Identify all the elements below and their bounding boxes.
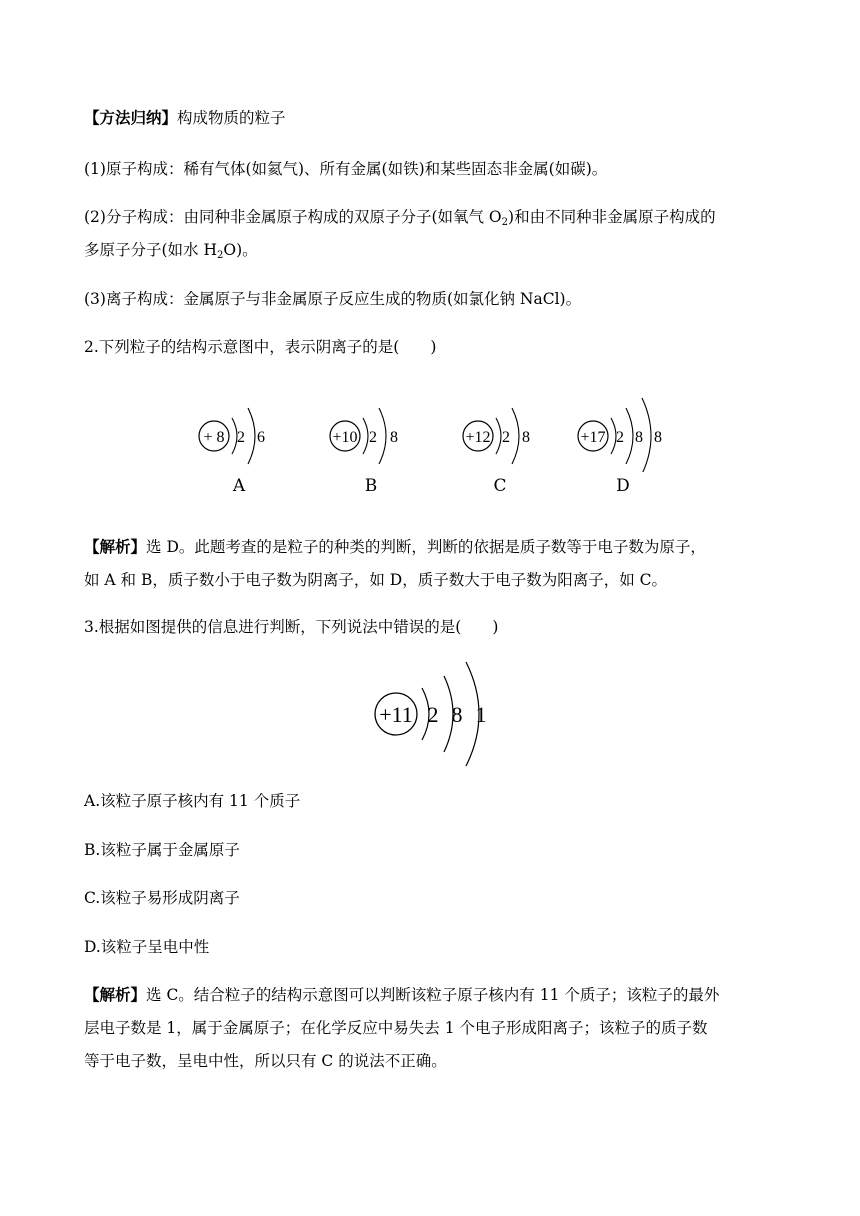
shell-electrons: 8 bbox=[635, 429, 643, 446]
q3-option-b: B.该粒子属于金属原子 bbox=[84, 841, 240, 859]
diagram-label-c: C bbox=[493, 476, 507, 496]
atom-diagram-d bbox=[578, 398, 662, 472]
diagram-label-d: D bbox=[616, 476, 630, 496]
q3-analysis-line-1 bbox=[84, 980, 784, 1010]
method-title: 构成物质的粒子 bbox=[177, 109, 286, 127]
q3-diagram bbox=[360, 656, 510, 771]
text-segment: (2)分子构成：由同种非金属原子构成的双原子分子(如氧气 O bbox=[84, 208, 502, 226]
text-segment: )和由不同种非金属原子构成的 bbox=[508, 208, 716, 226]
method-point-1: (1)原子构成：稀有气体(如氦气)、所有金属(如铁)和某些固态非金属(如碳)。 bbox=[84, 160, 608, 178]
q3-stem: 3.根据如图提供的信息进行判断，下列说法中错误的是( ) bbox=[84, 618, 499, 636]
shell-arc bbox=[379, 408, 386, 464]
atom-diagram-b bbox=[330, 408, 398, 464]
q3-option-a: A.该粒子原子核内有 11 个质子 bbox=[84, 792, 301, 810]
shell-electrons: 8 bbox=[451, 702, 463, 727]
method-point-3: (3)离子构成：金属原子与非金属原子反应生成的物质(如氯化钠 NaCl)。 bbox=[84, 290, 582, 308]
shell-arc bbox=[626, 408, 633, 464]
text-segment: O)。 bbox=[223, 241, 258, 259]
q3-analysis-line-3: 等于电子数，呈电中性，所以只有 C 的说法不正确。 bbox=[84, 1052, 447, 1070]
shell-electrons: 1 bbox=[475, 702, 487, 727]
shell-arc bbox=[496, 418, 501, 454]
q3-option-d: D.该粒子呈电中性 bbox=[84, 938, 210, 956]
method-heading: 【方法归纳】 bbox=[84, 108, 178, 127]
shell-electrons: 2 bbox=[427, 702, 439, 727]
q3-option-c: C.该粒子易形成阴离子 bbox=[84, 889, 240, 907]
shell-electrons: 8 bbox=[522, 429, 530, 446]
q2-diagrams bbox=[180, 392, 700, 472]
q2-analysis-line-1 bbox=[84, 532, 784, 562]
q2-stem: 2.下列粒子的结构示意图中，表示阴离子的是( ) bbox=[84, 338, 437, 356]
method-title-line bbox=[84, 103, 784, 133]
analysis-heading: 【解析】 bbox=[84, 537, 147, 556]
diagram-label-a: A bbox=[232, 476, 246, 496]
shell-electrons: 2 bbox=[502, 429, 510, 446]
shell-electrons: 8 bbox=[654, 429, 662, 446]
shell-arc bbox=[642, 398, 651, 472]
shell-electrons: 2 bbox=[616, 429, 624, 446]
nucleus-charge: + 8 bbox=[203, 429, 225, 446]
shell-electrons: 6 bbox=[257, 429, 265, 446]
shell-arc bbox=[248, 408, 255, 464]
text-segment: 选 D。此题考查的是粒子的种类的判断，判断的依据是质子数等于电子数为原子， bbox=[146, 538, 706, 556]
q3-analysis-line-2: 层电子数是 1，属于金属原子；在化学反应中易失去 1 个电子形成阳离子；该粒子的质子数 bbox=[84, 1019, 708, 1037]
nucleus-charge: +17 bbox=[580, 429, 606, 446]
shell-arc bbox=[363, 418, 368, 454]
atom-diagram-c bbox=[463, 408, 530, 464]
shell-arc bbox=[512, 408, 519, 464]
atom-diagram-a bbox=[199, 408, 265, 464]
method-point-2-line-2 bbox=[84, 235, 784, 265]
shell-electrons: 8 bbox=[390, 429, 398, 446]
nucleus-charge: +12 bbox=[465, 429, 491, 446]
subscript: 2 bbox=[501, 217, 509, 228]
q2-analysis-line-2: 如 A 和 B，质子数小于电子数为阴离子，如 D，质子数大于电子数为阳离子，如 C。 bbox=[84, 571, 668, 589]
diagram-label-b: B bbox=[364, 476, 378, 496]
nucleus-charge: +11 bbox=[379, 702, 413, 727]
analysis-heading: 【解析】 bbox=[84, 985, 147, 1004]
shell-electrons: 2 bbox=[369, 429, 377, 446]
nucleus-charge: +10 bbox=[332, 429, 358, 446]
text-segment: 选 C。结合粒子的结构示意图可以判断该粒子原子核内有 11 个质子；该粒子的最外 bbox=[146, 986, 720, 1004]
text-segment: 多原子分子(如水 H bbox=[84, 241, 217, 259]
method-point-2-line-1 bbox=[84, 202, 784, 232]
shell-electrons: 2 bbox=[237, 429, 245, 446]
subscript: 2 bbox=[217, 250, 224, 261]
